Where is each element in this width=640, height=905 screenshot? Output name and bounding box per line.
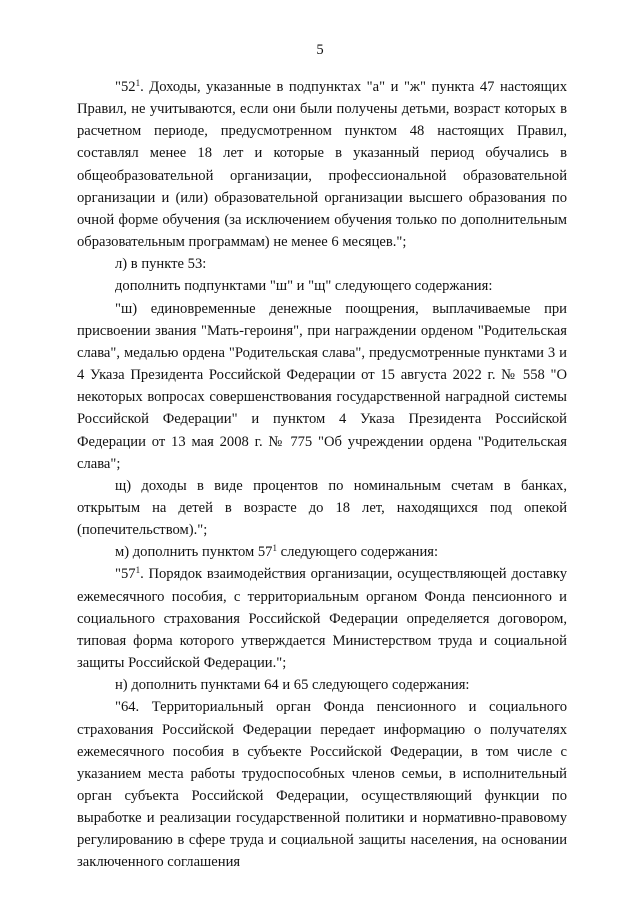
paragraph-text: н) дополнить пунктами 64 и 65 следующего содержания:	[115, 677, 470, 694]
paragraph-text: щ) доходы в виде процентов по номинальным счетам в банках, открытым на детей в возрасте до 18 лет, находящихся под опекой (попечительством).";	[77, 477, 567, 539]
paragraph-item-l	[77, 253, 567, 275]
paragraph-57-1	[77, 563, 567, 674]
paragraph-64	[77, 696, 567, 873]
paragraph-text: л) в пункте 53:	[115, 256, 207, 273]
paragraph-text: дополнить подпунктами "ш" и "щ" следующего содержания:	[115, 278, 493, 295]
superscript: 1	[135, 78, 141, 88]
paragraph-text: "57	[115, 566, 136, 583]
paragraph-text: . Порядок взаимодействия организации, осуществляющей доставку ежемесячного пособия, с территориальным органом Фонда пенсионного и социального страхования Российской Федерации определяется договором, типовая форма которого утверждается Министерством труда и социальной защиты Российской Федерации.";	[77, 566, 567, 672]
paragraph-item-m	[77, 541, 567, 563]
paragraph-subitem-sh	[77, 298, 567, 475]
paragraph-text: "64. Территориальный орган Фонда пенсионного и социального страхования Российской Федерации передает информацию о получателях ежемесячного пособия в субъекте Российской Федерации, в том числе с указанием места работы трудоспособных членов семьи, в исполнительный орган субъекта Российской Федерации, осуществляющий функции по выработке и реализации государственной политики и нормативно-правовому регулированию в сфере труда и социальной защиты населения, на основании заключенного соглашения	[77, 699, 567, 871]
paragraph-text: . Доходы, указанные в подпунктах "а" и "ж" пункта 47 настоящих Правил, не учитываются, если они были получены детьми, возраст которых в расчетном периоде, предусмотренном пунктом 48 настоящих Правил, составлял менее 18 лет и которые в указанный период обучались в общеобразовательной организации, профессиональной образовательной организации и (или) образовательной организации высшего образования по очной форме обучения (за исключением обучения только по дополнительным образовательным программам) не менее 6 месяцев.";	[77, 79, 567, 251]
paragraph-52-1	[77, 76, 567, 253]
paragraph-text: "52	[115, 79, 136, 95]
page-number: 5	[316, 42, 324, 58]
paragraph-text: "ш) единовременные денежные поощрения, выплачиваемые при присвоении звания "Мать-героиня", при награждении орденом "Родительская слава", медалью ордена "Родительская слава", предусмотренные пунктами 3 и 4 Указа Президента Российской Федерации от 15 августа 2022 г. № 558 "О некоторых вопросах совершенствования государственной наградной системы Российской Федерации" и пунктом 4 Указа Президента Российской Федерации от 13 мая 2008 г. № 775 "Об учреждении ордена "Родительская слава";	[77, 300, 567, 472]
superscript: 1	[135, 565, 141, 576]
superscript: 1	[272, 543, 277, 554]
paragraph-subitem-shch	[77, 475, 567, 541]
paragraph-text: следующего содержания:	[276, 544, 439, 561]
paragraph-supplement-sh-shch	[77, 275, 567, 297]
paragraph-item-n	[77, 674, 567, 696]
paragraph-text: м) дополнить пунктом 57	[115, 544, 273, 561]
document-body	[77, 76, 567, 874]
